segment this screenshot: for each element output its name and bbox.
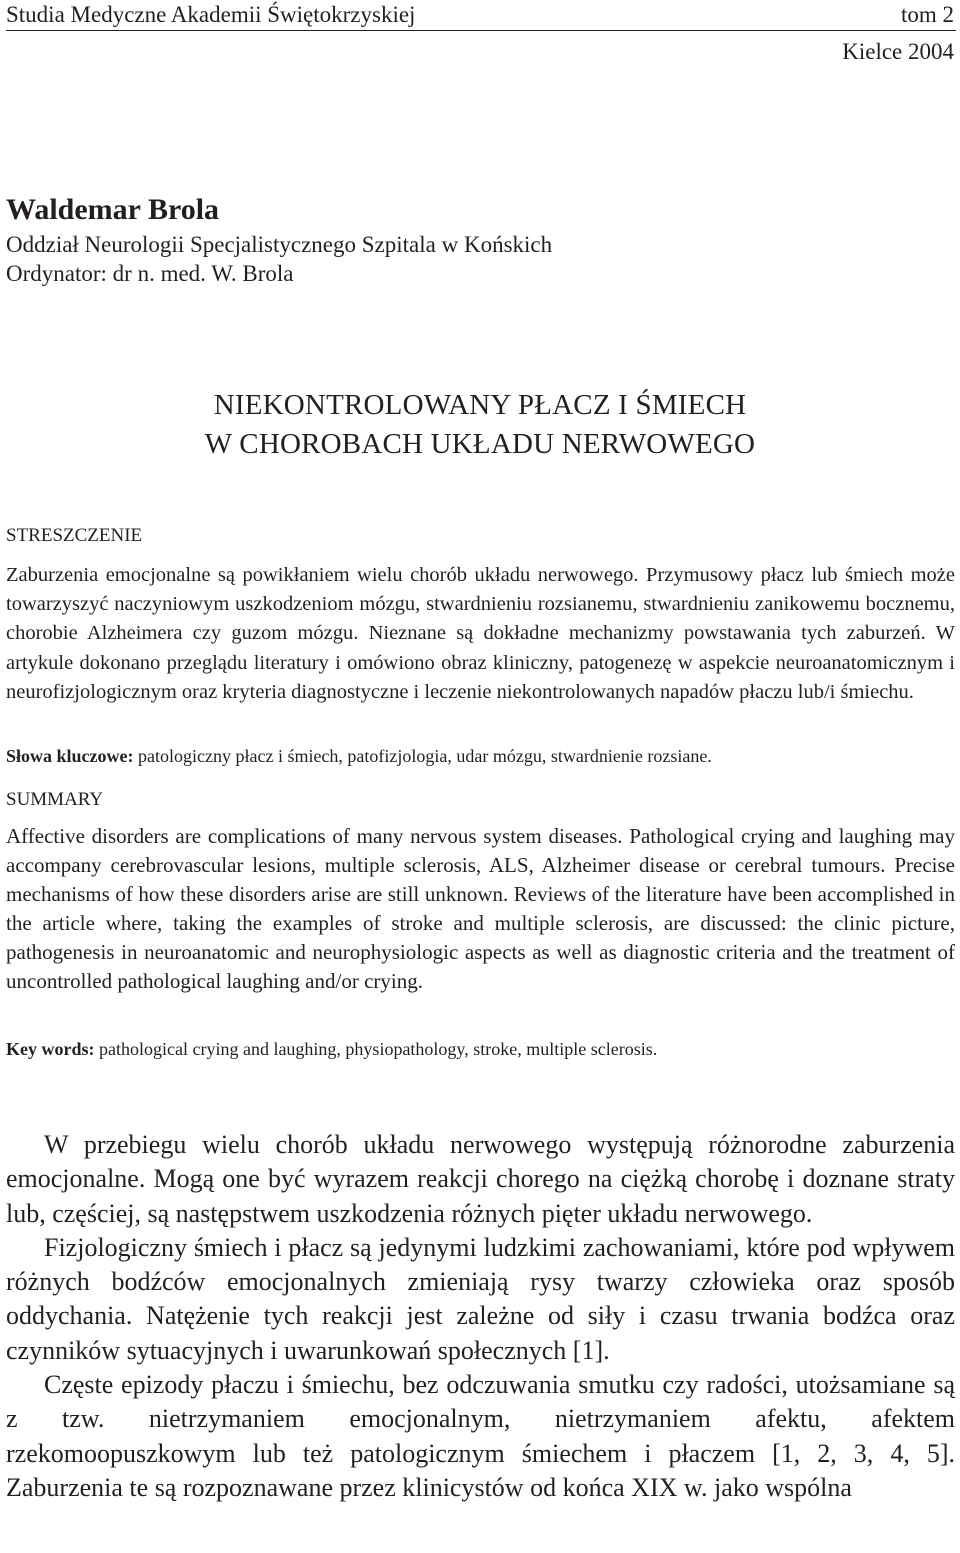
body-paragraph: W przebiegu wielu chorób układu nerwowego występują różnorodne zaburzenia emocjonalne. Mogą one być wyrazem reakcji chorego na ciężką chorobę i doznane straty lub, częściej, są następstwem uszkodzenia różnych pięter układu nerwowego.: [6, 1130, 955, 1228]
keywords-en: [6, 1037, 955, 1061]
author-position: Ordynator: dr n. med. W. Brola: [6, 261, 294, 286]
keywords-en-value: pathological crying and laughing, physiopathology, stroke, multiple sclerosis.: [99, 1039, 658, 1059]
abstract-pl-heading: STRESZCZENIE: [6, 525, 143, 546]
title-line-1: NIEKONTROLOWANY PŁACZ I ŚMIECH: [213, 389, 747, 421]
author-affiliation: Oddział Neurologii Specjalistycznego Szpitala w Końskich: [6, 232, 553, 257]
abstract-en-heading: SUMMARY: [6, 789, 104, 810]
keywords-pl: [6, 744, 955, 768]
keywords-pl-label: Słowa kluczowe:: [6, 746, 134, 766]
abstract-pl-text: Zaburzenia emocjonalne są powikłaniem wielu chorób układu nerwowego. Przymusowy płacz lub śmiech może towarzyszyć naczyniowym uszkodzeniom mózgu, stwardnieniu rozsianemu, stwardnieniu zanikowemu bocznemu, chorobie Alzheimera czy guzom mózgu. Nieznane są dokładne mechanizmy powstawania tych zaburzeń. W artykule dokonano przeglądu literatury i omówiono obraz kliniczny, patogenezę w aspekcie neuroanatomicznym i neurofizjologicznym oraz kryteria diagnostyczne i leczenie niekontrolowanych napadów płaczu lub/i śmiechu.: [6, 564, 955, 703]
abstract-en-text: Affective disorders are complications of many nervous system diseases. Pathological crying and laughing may accompany cerebrovascular lesions, multiple sclerosis, ALS, Alzheimer disease or cerebral tumours. Precise mechanisms of how these disorders arise are still unknown. Reviews of the literature have been accomplished in the article where, taking the examples of stroke and multiple sclerosis, are discussed: the clinic picture, pathogenesis in neuroanatomic and neurophysiologic aspects as well as diagnostic criteria and the treatment of uncontrolled pathological laughing and/or crying.: [6, 824, 955, 994]
title-line-2: W CHOROBACH UKŁADU NERWOWEGO: [204, 428, 756, 460]
body-paragraph: Fizjologiczny śmiech i płacz są jedynymi ludzkimi zachowaniami, które pod wpływem różnych bodźców emocjonalnych zmieniają rysy twarzy człowieka oraz sposób oddychania. Natężenie tych reakcji jest zależne od siły i czasu trwania bodźca oraz czynników sytuacyjnych i uwarunkowań społecznych [1].: [6, 1232, 955, 1365]
author-name: Waldemar Brola: [6, 193, 220, 226]
author-block: [6, 190, 552, 288]
article-title: [0, 386, 960, 464]
journal-name: Studia Medyczne Akademii Świętokrzyskiej: [6, 2, 416, 27]
keywords-en-label: Key words:: [6, 1039, 95, 1059]
body-paragraph: Częste epizody płaczu i śmiechu, bez odczuwania smutku czy radości, utożsamiane są z tzw. nietrzymaniem emocjonalnym, nietrzymaniem afektu, afektem rzekomoopuszkowym lub też patologicznym śmiechem i płaczem [1, 2, 3, 4, 5]. Zaburzenia te są rozpoznawane przez klinicystów od końca XIX w. jako wspólna: [6, 1370, 955, 1502]
volume-number: tom 2: [900, 2, 954, 27]
header-rule: [6, 30, 956, 31]
place-year: Kielce 2004: [842, 39, 954, 64]
keywords-pl-value: patologiczny płacz i śmiech, patofizjologia, udar mózgu, stwardnienie rozsiane.: [138, 746, 712, 766]
article-body: [6, 1128, 955, 1505]
